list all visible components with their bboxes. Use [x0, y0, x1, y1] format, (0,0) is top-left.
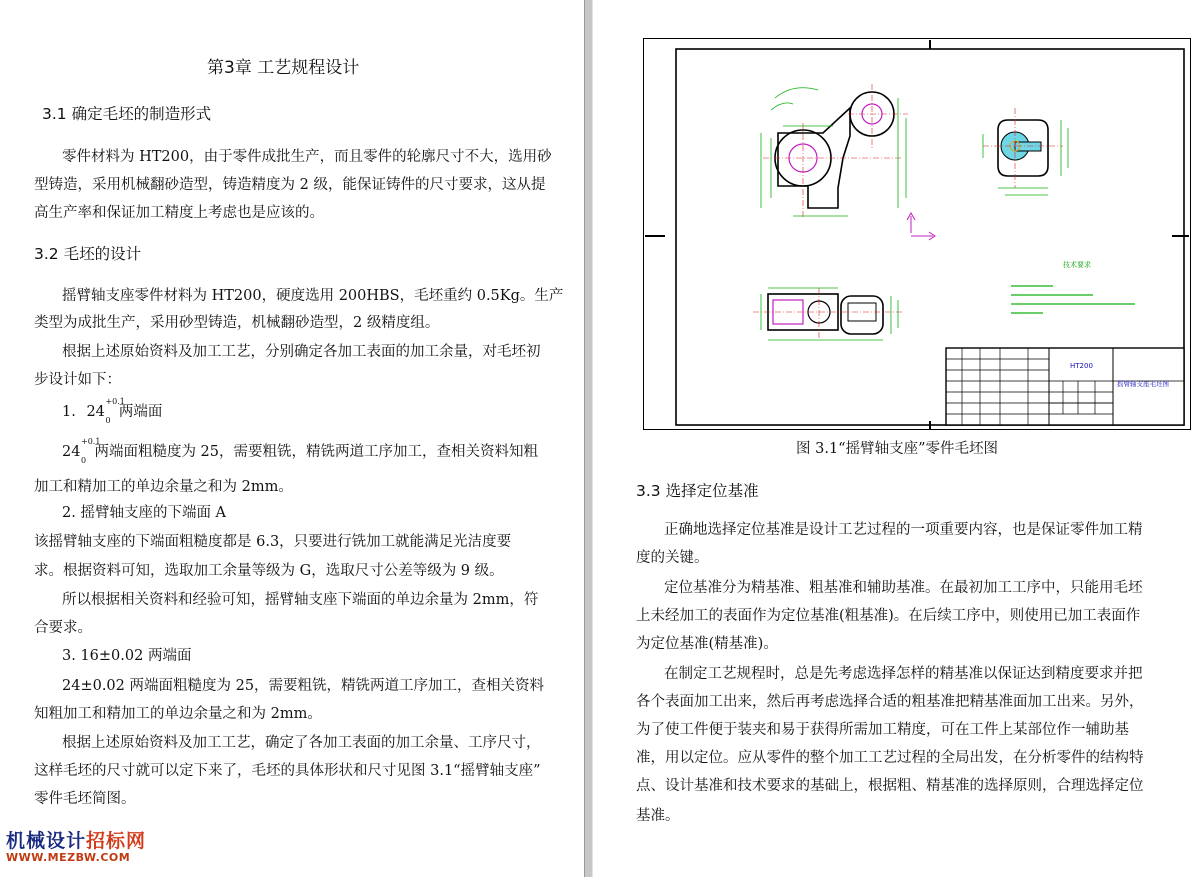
paragraph-line: 该摇臂轴支座的下端面粗糙度都是 6.3，只要进行铣加工就能满足光洁度要: [34, 534, 512, 550]
figure-caption: 图 3.1“摇臂轴支座”零件毛坯图: [796, 441, 998, 457]
watermark-logo: 机械设计招标网 WWW.MEZBW.COM: [6, 830, 147, 864]
list-item-1: 1. 24 +0.1 0 两端面: [62, 397, 163, 425]
paragraph-line: 零件材料为 HT200，由于零件成批生产，而且零件的轮廓尺寸不大，选用砂: [62, 149, 552, 165]
paragraph-line: 步设计如下：: [34, 372, 121, 388]
paragraph-line: 所以根据相关资料和经验可知，摇臂轴支座下端面的单边余量为 2mm，符: [62, 592, 539, 608]
paragraph-line: 零件毛坯简图。: [34, 791, 136, 807]
paragraph-line: 正确地选择定位基准是设计工艺过程的一项重要内容，也是保证零件加工精: [664, 522, 1143, 538]
paragraph-line: 加工和精加工的单边余量之和为 2mm。: [34, 479, 293, 495]
paragraph-line: 定位基准分为精基准、粗基准和辅助基准。在最初加工工序中，只能用毛坯: [664, 580, 1143, 596]
title-block-name: 摇臂轴支座毛坯图: [1117, 380, 1169, 388]
section-3-2-heading: 3.2 毛坯的设计: [34, 245, 142, 263]
paragraph-line: 为了使工件便于装夹和易于获得所需加工精度，可在工件上某部位作一辅助基: [636, 722, 1129, 738]
section-3-3-heading: 3.3 选择定位基准: [636, 482, 759, 500]
paragraph-line: 这样毛坯的尺寸就可以定下来了，毛坯的具体形状和尺寸见图 3.1“摇臂轴支座”: [34, 763, 541, 779]
paragraph-line: 点、设计基准和技术要求的基础上，根据粗、精基准的选择原则，合理选择定位: [636, 778, 1144, 794]
list-item-3: 3. 16±0.02 两端面: [62, 648, 192, 664]
section-3-1-heading: 3.1 确定毛坯的制造形式: [42, 105, 212, 123]
paragraph-line: 根据上述原始资料及加工工艺，确定了各加工表面的加工余量、工序尺寸，: [62, 735, 541, 751]
paragraph-line: 型铸造，采用机械翻砂造型，铸造精度为 2 级，能保证铸件的尺寸要求，这从提: [34, 177, 546, 193]
list-item-2: 2. 摇臂轴支座的下端面 A: [62, 505, 227, 521]
paragraph-line: 度的关键。: [636, 550, 709, 566]
tech-req-title: 技术要求: [1063, 261, 1091, 269]
paragraph-line: 在制定工艺规程时，总是先考虑选择怎样的精基准以保证达到精度要求并把: [664, 666, 1143, 682]
blank-drawing-svg: [643, 38, 1191, 430]
chapter-title: 第3章 工艺规程设计: [207, 58, 360, 78]
paragraph-line: 上未经加工的表面作为定位基准(粗基准)。在后续工序中，则使用已加工表面作: [636, 608, 1141, 624]
title-block-material: HT200: [1070, 362, 1093, 370]
paragraph-line: 基准。: [636, 808, 680, 824]
left-page: [0, 0, 584, 877]
paragraph-line: 准，用以定位。应从零件的整个加工工艺过程的全局出发，在分析零件的结构特: [636, 750, 1144, 766]
paragraph-line: 各个表面加工出来，然后再考虑选择合适的粗基准把精基准面加工出来。另外，: [636, 694, 1144, 710]
right-page: [593, 0, 1192, 877]
paragraph-line: 求。根据资料可知，选取加工余量等级为 G，选取尺寸公差等级为 9 级。: [34, 563, 504, 579]
paragraph-line: 为定位基准(精基准)。: [636, 636, 778, 652]
paragraph-line: 类型为成批生产，采用砂型铸造，机械翻砂造型，2 级精度组。: [34, 315, 440, 331]
paragraph-line: 根据上述原始资料及加工工艺，分别确定各加工表面的加工余量，对毛坯初: [62, 344, 541, 360]
page-gutter: [584, 0, 593, 877]
figure-drawing: [643, 38, 1191, 430]
paragraph-line: 知粗加工和精加工的单边余量之和为 2mm。: [34, 706, 322, 722]
title-block: [946, 348, 1184, 425]
paragraph-line: 24±0.02 两端面粗糙度为 25，需要粗铣，精铣两道工序加工，查相关资料: [62, 678, 545, 694]
paragraph-line: 合要求。: [34, 620, 92, 636]
paragraph-line: 24 +0.1 0 两端面粗糙度为 25，需要粗铣，精铣两道工序加工，查相关资料知粗: [62, 437, 539, 465]
paragraph-line: 高生产率和保证加工精度上考虑也是应该的。: [34, 205, 324, 221]
paragraph-line: 摇臂轴支座零件材料为 HT200，硬度选用 200HBS，毛坯重约 0.5Kg。生产: [62, 288, 564, 304]
